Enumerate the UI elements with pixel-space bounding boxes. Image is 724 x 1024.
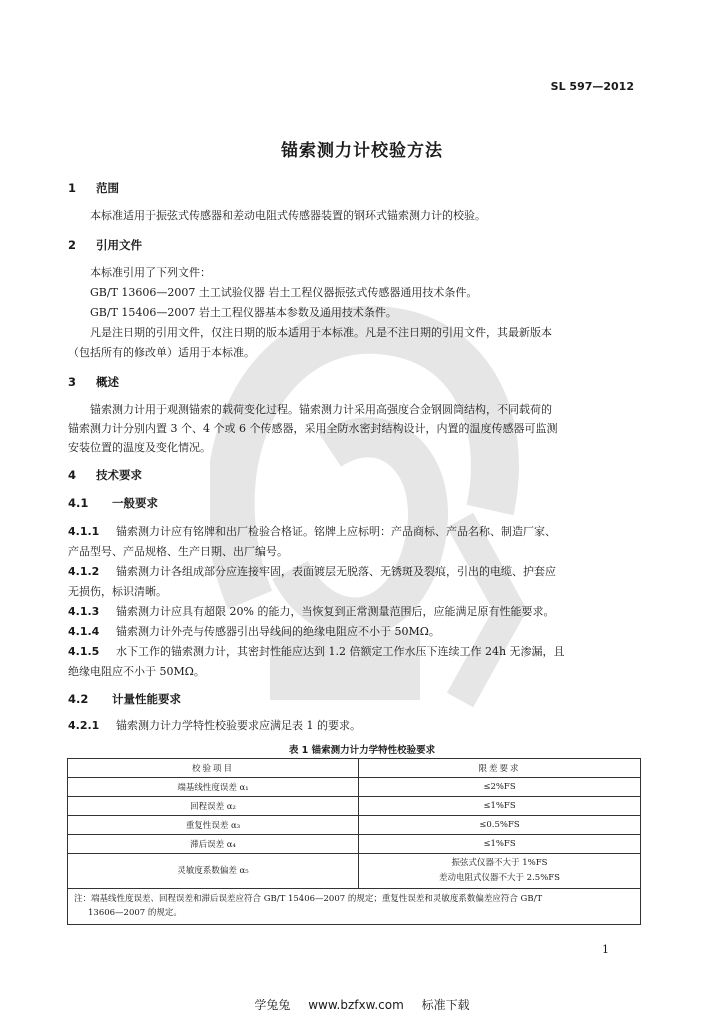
section-2-number: 2 [68,238,77,252]
table-row [68,835,641,854]
table-note [68,889,641,925]
footer-site-name: 学兔兔 [254,998,291,1012]
clause-number: 4.1.5 [68,645,100,658]
table-cell-item: 端基线性度误差 α₁ [68,778,359,797]
clause-text: 锚索测力计力学特性校验要求应满足表 1 的要求。 [116,719,361,732]
clause-number: 4.1.3 [68,605,100,618]
clause-text: 锚索测力计各组成部分应连接牢固，表面镀层无脱落、无锈斑及裂痕，引出的电缆、护套应 [116,565,556,578]
subsection-4-2-number: 4.2 [68,692,89,706]
footer-slogan: 标准下载 [421,998,470,1012]
section-3-number: 3 [68,375,77,389]
clause-4-1-2 [68,563,556,579]
table-cell-limit [359,854,641,889]
subsection-4-2-heading [68,691,181,707]
subsection-4-1-title: 一般要求 [112,496,158,510]
clause-number: 4.1.1 [68,525,100,538]
clause-continuation: 无损伤，标识清晰。 [68,585,167,598]
section-4-heading [68,467,142,483]
section-2-title: 引用文件 [96,238,142,252]
clause-number: 4.1.4 [68,625,100,638]
overview-line: 安装位置的温度及变化情况。 [68,441,211,454]
ref-item: GB/T 13606—2007 土工试验仪器 岩土工程仪器振弦式传感器通用技术条件。 [90,286,478,299]
table-cell-limit: ≤1%FS [359,797,641,816]
column-header: 限差要求 [359,759,641,778]
section-4-title: 技术要求 [96,468,142,482]
subsection-4-1-heading [68,495,158,511]
table-row [68,816,641,835]
limit-line: 振弦式仪器不大于 1%FS [451,858,548,868]
clause-text: 锚索测力计外壳与传感器引出导线间的绝缘电阻应不小于 50MΩ。 [116,625,440,638]
overview-line: 锚索测力计分别内置 3 个、4 个或 6 个传感器，采用全防水密封结构设计，内置的温度传感器可监测 [68,422,558,435]
refs-note-line: 凡是注日期的引用文件，仅注日期的版本适用于本标准。凡是不注日期的引用文件，其最新版本 [90,326,552,339]
page-number: 1 [602,943,609,956]
ref-item: GB/T 15406—2007 岩土工程仪器基本参数及通用技术条件。 [90,306,397,319]
limit-line: 差动电阻式仪器不大于 2.5%FS [438,873,561,883]
clause-continuation: 绝缘电阻应不小于 50MΩ。 [68,665,205,678]
table-row [68,797,641,816]
overview-line: 锚索测力计用于观测锚索的载荷变化过程。锚索测力计采用高强度合金钢圆筒结构，不同载荷的 [90,403,552,416]
table-cell-item: 重复性误差 α₃ [68,816,359,835]
clause-4-1-1 [68,523,556,539]
clause-text: 水下工作的锚索测力计，其密封性能应达到 1.2 倍额定工作水压下连续工作 24h 无渗漏，且 [116,645,565,658]
refs-intro: 本标准引用了下列文件： [90,266,211,279]
section-1-title: 范围 [96,181,119,195]
clause-text: 锚索测力计应具有超限 20% 的能力，当恢复到正常测量范围后，应能满足原有性能要求。 [116,605,555,618]
clause-4-1-3 [68,603,554,619]
subsection-4-2-title: 计量性能要求 [112,692,181,706]
clause-4-1-5 [68,643,565,659]
requirements-table [67,758,641,925]
table-caption: 表 1 锚索测力计力学特性校验要求 [288,745,436,756]
footer-banner [0,996,724,1013]
standard-code: SL 597—2012 [550,80,634,93]
table-row [68,854,641,889]
table-cell-limit: ≤2%FS [359,778,641,797]
section-1-heading [68,180,119,196]
clause-number: 4.2.1 [68,719,100,732]
footer-url[interactable]: www.bzfxw.com [308,998,404,1012]
section-3-heading [68,374,119,390]
table-note-row [68,889,641,925]
clause-number: 4.1.2 [68,565,100,578]
scope-text: 本标准适用于振弦式传感器和差动电阻式传感器装置的钢环式锚索测力计的校验。 [90,209,486,222]
table-header-row [68,759,641,778]
table-note-line: 注：端基线性度误差、回程误差和滞后误差应符合 GB/T 15406—2007 的规定；重复性误差和灵敏度系数偏差应符合 GB/T [74,894,543,904]
refs-note-line: （包括所有的修改单）适用于本标准。 [68,346,255,359]
table-note-line: 13606—2007 的规定。 [88,908,182,918]
table-cell-limit: ≤0.5%FS [359,816,641,835]
table-cell-limit: ≤1%FS [359,835,641,854]
column-header: 校验项目 [68,759,359,778]
table-row [68,778,641,797]
section-3-title: 概述 [96,375,119,389]
table-cell-item: 滞后误差 α₄ [68,835,359,854]
document-title: 锚索测力计校验方法 [281,141,443,161]
table-cell-item: 回程误差 α₂ [68,797,359,816]
clause-4-2-1 [68,717,361,733]
clause-4-1-4 [68,623,440,639]
section-1-number: 1 [68,181,77,195]
section-4-number: 4 [68,468,77,482]
clause-text: 锚索测力计应有铭牌和出厂检验合格证。铭牌上应标明：产品商标、产品名称、制造厂家、 [116,525,556,538]
subsection-4-1-number: 4.1 [68,496,89,510]
clause-continuation: 产品型号、产品规格、生产日期、出厂编号。 [68,545,288,558]
section-2-heading [68,237,142,253]
table-cell-item: 灵敏度系数偏差 α₅ [68,854,359,889]
